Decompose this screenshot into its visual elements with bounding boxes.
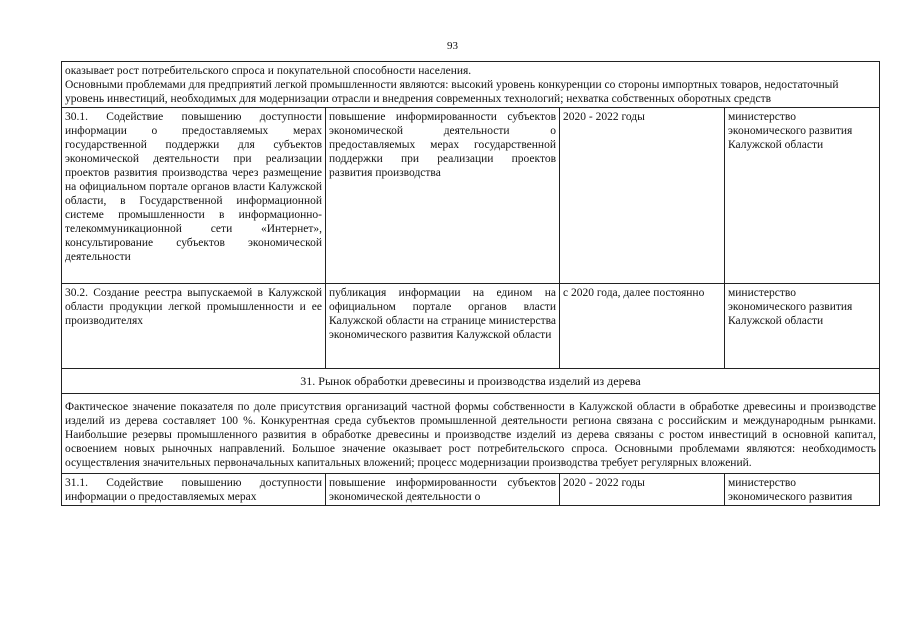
measure-cell: 31.1. Содействие повышению доступности информации о предоставляемых мерах bbox=[62, 474, 326, 506]
section-description-row bbox=[62, 394, 880, 474]
result-cell: публикация информации на едином на официальном портале органов власти Калужской области на странице министерства экономического развития Калужской области bbox=[326, 284, 560, 369]
section-heading: 31. Рынок обработки древесины и производства изделий из дерева bbox=[62, 369, 880, 394]
result-cell: повышение информированности субъектов экономической деятельности о предоставляемых мерах государственной поддержки при реализации проектов развития производства bbox=[326, 108, 560, 284]
result-cell: повышение информированности субъектов экономической деятельности о bbox=[326, 474, 560, 506]
section-description: Фактическое значение показателя по доле присутствия организаций частной формы собственности в Калужской области в обработке древесины и производстве изделий из дерева составляет 100 %. Конкурентная среда субъектов промышленной деятельности региона связана с российским и международным рынками. Наибольшие резервы промышленного развития в обработке древесины и производстве изделий из дерева связаны с ростом инвестиций в основной капитал, освоением новых рыночных направлений. Большое значение оказывает рост потребительского спроса. Основными проблемами являются: необходимость осуществления значительных первоначальных капитальных вложений; процесс модернизации производства требует регулярных вложений. bbox=[62, 394, 880, 474]
responsible-cell: министерство экономического развития Калужской области bbox=[725, 108, 880, 284]
period-cell: с 2020 года, далее постоянно bbox=[560, 284, 725, 369]
measures-table bbox=[61, 61, 880, 506]
table-row bbox=[62, 284, 880, 369]
measure-cell: 30.2. Создание реестра выпускаемой в Калужской области продукции легкой промышленности и ее производителях bbox=[62, 284, 326, 369]
intro-line-2: Основными проблемами для предприятий легкой промышленности являются: высокий уровень конкуренции со стороны импортных товаров, недостаточный уровень инвестиций, необходимых для модернизации отрасли и внедрения современных технологий; нехватка собственных оборотных средств bbox=[65, 79, 839, 105]
period-cell: 2020 - 2022 годы bbox=[560, 108, 725, 284]
measure-cell: 30.1. Содействие повышению доступности информации о предоставляемых мерах государственной поддержки для субъектов экономической деятельности при реализации проектов развития производства через размещение на официальном портале органов власти Калужской области, в Государственной информационной системе промышленности в информационно-телекоммуникационной сети «Интернет», консультирование субъектов экономической деятельности bbox=[62, 108, 326, 284]
intro-cell bbox=[62, 62, 880, 108]
intro-row bbox=[62, 62, 880, 108]
table-row bbox=[62, 474, 880, 506]
responsible-cell: министерство экономического развития Калужской области bbox=[725, 284, 880, 369]
intro-line-1: оказывает рост потребительского спроса и покупательной способности населения. bbox=[65, 65, 472, 77]
table-row bbox=[62, 108, 880, 284]
period-cell: 2020 - 2022 годы bbox=[560, 474, 725, 506]
page-number: 93 bbox=[447, 40, 458, 52]
responsible-cell: министерство экономического развития bbox=[725, 474, 880, 506]
section-heading-row bbox=[62, 369, 880, 394]
